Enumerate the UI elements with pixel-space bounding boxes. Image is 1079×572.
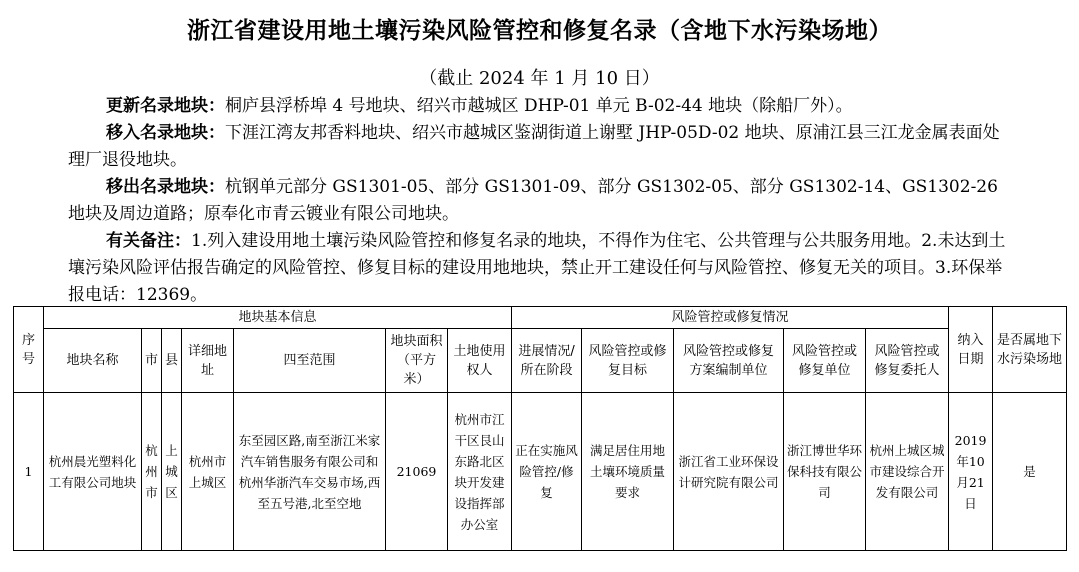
registry-table	[13, 306, 1067, 551]
header-owner: 土地使用权人	[448, 329, 512, 393]
move-in-text: 下涯江湾友邦香料地块、绍兴市越城区鉴湖街道上谢墅 JHP-05D-02 地块、原浦江县三江龙金属表面处理厂退役地块。	[68, 123, 1000, 170]
document-subtitle: （截止 2024 年 1 月 10 日）	[419, 68, 660, 89]
header-contractor: 风险管控或修复单位	[784, 329, 866, 393]
cell-address: 杭州市上城区	[182, 393, 234, 551]
update-paragraph	[106, 93, 1006, 120]
cell-contractor: 浙江博世华环保科技有限公司	[784, 393, 866, 551]
table-group-header-row	[14, 307, 1067, 329]
move-out-text: 杭钢单元部分 GS1301-05、部分 GS1301-09、部分 GS1302-05、部分 GS1302-14、GS1302-26 地块及周边道路；原奉化市青云镀业有限公司地块。	[68, 177, 998, 224]
table-row	[14, 393, 1067, 551]
cell-county: 上城区	[162, 393, 182, 551]
header-boundary: 四至范围	[234, 329, 386, 393]
update-text: 桐庐县浮桥埠 4 号地块、绍兴市越城区 DHP-01 单元 B-02-44 地块（除船厂外）。	[225, 96, 853, 116]
cell-boundary: 东至园区路,南至浙江米家汽车销售服务有限公司和杭州华浙汽车交易市场,西至五号港,北至空地	[234, 393, 386, 551]
update-label: 更新名录地块：	[106, 96, 225, 116]
move-in-paragraph	[68, 120, 1006, 174]
cell-target: 满足居住用地土壤环境质量要求	[582, 393, 674, 551]
header-county: 县	[162, 329, 182, 393]
header-no: 序号	[14, 307, 44, 393]
header-group-risk: 风险管控或修复情况	[512, 307, 949, 329]
header-address: 详细地址	[182, 329, 234, 393]
notes-paragraph	[68, 228, 1006, 309]
header-name: 地块名称	[44, 329, 142, 393]
cell-name: 杭州晨光塑料化工有限公司地块	[44, 393, 142, 551]
move-out-label: 移出名录地块：	[106, 177, 225, 197]
header-client: 风险管控或修复委托人	[866, 329, 949, 393]
cell-client: 杭州上城区城市建设综合开发有限公司	[866, 393, 949, 551]
document-title: 浙江省建设用地土壤污染风险管控和修复名录（含地下水污染场地）	[187, 18, 892, 44]
notes-label: 有关备注：	[106, 231, 191, 251]
cell-area: 21069	[386, 393, 448, 551]
header-city: 市	[142, 329, 162, 393]
header-group-basic: 地块基本信息	[44, 307, 512, 329]
cell-planner: 浙江省工业环保设计研究院有限公司	[674, 393, 784, 551]
cell-owner: 杭州市江干区艮山东路北区块开发建设指挥部办公室	[448, 393, 512, 551]
move-in-label: 移入名录地块：	[106, 123, 225, 143]
header-stage: 进展情况/所在阶段	[512, 329, 582, 393]
notes-text: 1.列入建设用地土壤污染风险管控和修复名录的地块，不得作为住宅、公共管理与公共服务用地。2.未达到土壤污染风险评估报告确定的风险管控、修复目标的建设用地地块，禁止开工建设任何与风险管控、修复无关的项目。3.环保举报电话：12369。	[68, 231, 1006, 305]
header-area: 地块面积（平方米）	[386, 329, 448, 393]
cell-city: 杭州市	[142, 393, 162, 551]
table-column-header-row	[14, 329, 1067, 393]
cell-date: 2019年10月21日	[949, 393, 993, 551]
header-date: 纳入日期	[949, 307, 993, 393]
header-target: 风险管控或修复目标	[582, 329, 674, 393]
cell-no: 1	[14, 393, 44, 551]
move-out-paragraph	[68, 174, 1006, 228]
header-planner: 风险管控或修复方案编制单位	[674, 329, 784, 393]
cell-stage: 正在实施风险管控/修复	[512, 393, 582, 551]
header-groundwater: 是否属地下水污染场地	[993, 307, 1067, 393]
cell-groundwater: 是	[993, 393, 1067, 551]
